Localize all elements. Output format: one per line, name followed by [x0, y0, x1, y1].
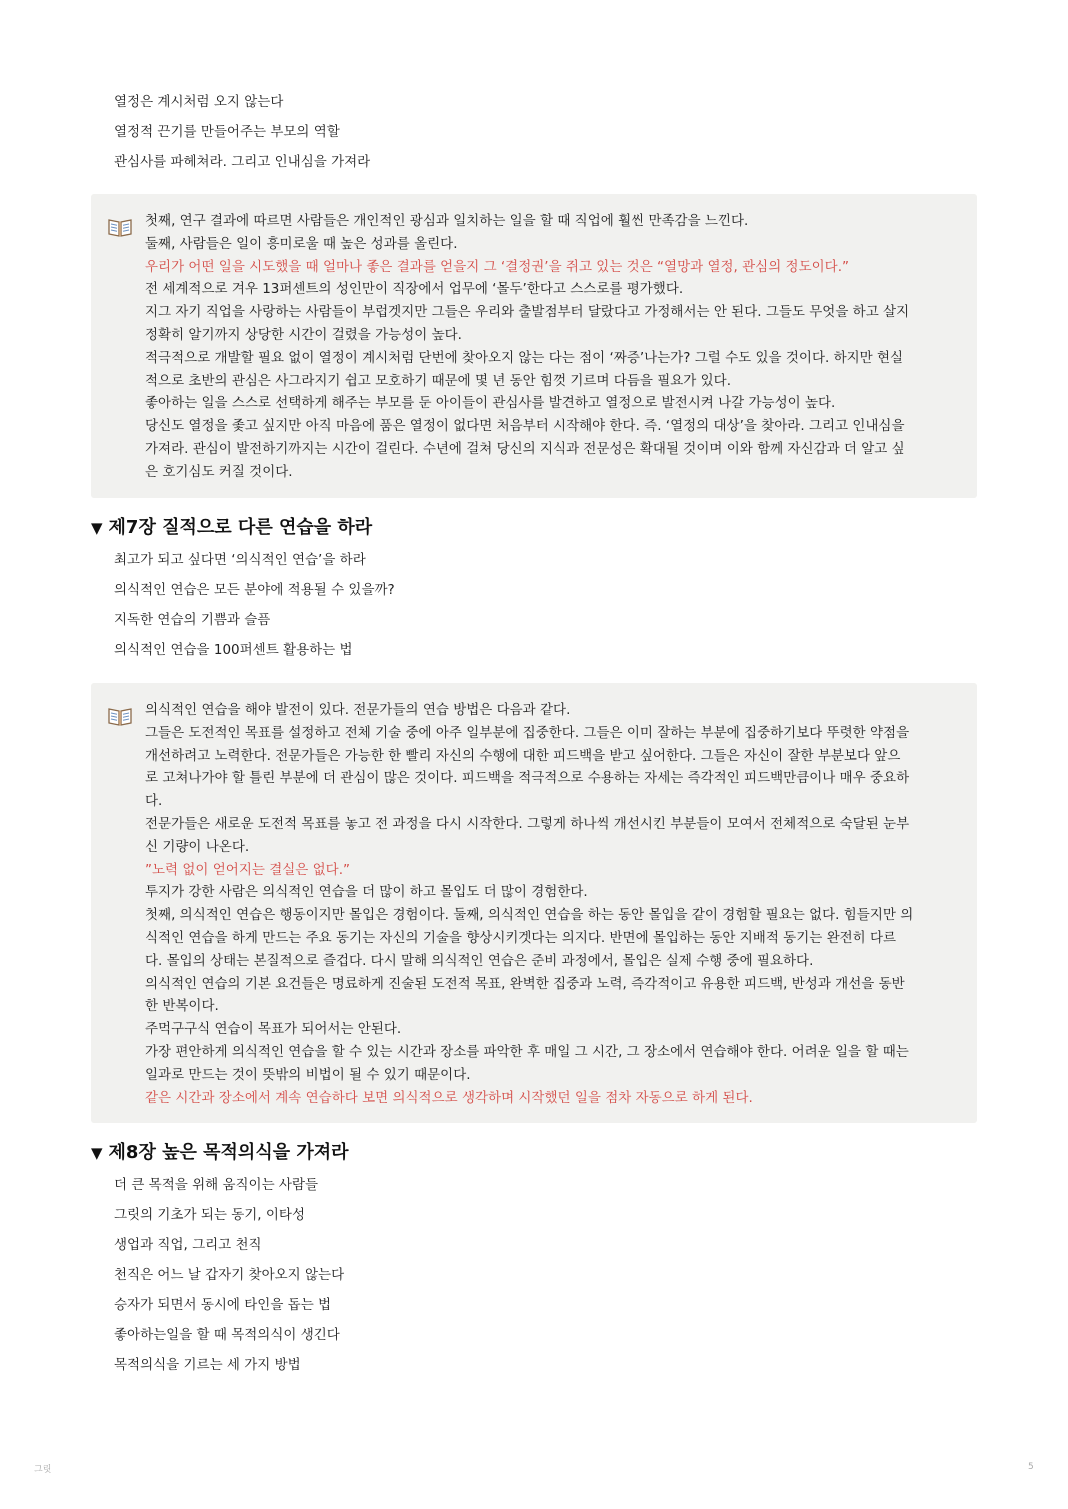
toc-item[interactable]: 관심사를 파헤쳐라. 그리고 인내심을 가져라 [114, 154, 371, 170]
toc-item[interactable]: 의식적인 연습을 100퍼센트 활용하는 법 [114, 642, 353, 658]
callout-1-text [145, 210, 965, 484]
quote-callout-2 [91, 683, 977, 1123]
toc-item[interactable]: 천직은 어느 날 갑자기 찾아오지 않는다 [114, 1267, 345, 1283]
callout-line: 일과로 만드는 것이 뜻밖의 비법이 될 수 있기 때문이다. [145, 1066, 471, 1083]
callout-line: 당신도 열정을 좇고 싶지만 아직 마음에 품은 열정이 없다면 처음부터 시작해야 한다. 즉. ‘열정의 대상’을 찾아라. 그리고 인내심을 [145, 418, 905, 435]
callout-line: 한 반복이다. [145, 998, 219, 1015]
callout-line: 그들은 도전적인 목표를 설정하고 전체 기술 중에 아주 일부분에 집중한다. 그들은 이미 잘하는 부분에 집중하기보다 뚜렷한 약점을 [145, 724, 910, 741]
toc-item[interactable]: 그릿의 기초가 되는 동기, 이타성 [114, 1207, 305, 1223]
callout-2-text [145, 699, 965, 1109]
chapter-8-heading[interactable] [91, 1141, 349, 1165]
callout-line: 다. [145, 793, 163, 810]
callout-line: 정확히 알기까지 상당한 시간이 걸렸을 가능성이 높다. [145, 326, 462, 343]
callout-line: 다. 몰입의 상태는 본질적으로 즐겁다. 다시 말해 의식적인 연습은 준비 과정에서, 몰입은 실제 수행 중에 필요하다. [145, 952, 814, 969]
toc-item[interactable]: 최고가 되고 싶다면 ‘의식적인 연습’을 하라 [114, 552, 366, 568]
open-book-icon [107, 705, 133, 727]
quote-callout-1 [91, 194, 977, 498]
callout-line: 의식적인 연습을 해야 발전이 있다. 전문가들의 연습 방법은 다음과 같다. [145, 702, 571, 718]
callout-line: 적극적으로 개발할 필요 없이 열정이 계시처럼 단번에 찾아오지 않는 다는 점이 ‘짜증’나는가? 그럴 수도 있을 것이다. 하지만 현실 [145, 349, 904, 366]
callout-line: 지그 자기 직업을 사랑하는 사람들이 부럽겟지만 그들은 우리와 출발점부터 달랐다고 가정해서는 안 된다. 그들도 무엇을 하고 살지 [145, 304, 910, 321]
callout-line: 가져라. 관심이 발전하기까지는 시간이 걸린다. 수년에 걸쳐 당신의 지식과 전문성은 확대될 것이며 이와 함께 자신감과 더 알고 싶 [145, 440, 905, 457]
toc-item[interactable]: 의식적인 연습은 모든 분야에 적용될 수 있을까? [114, 582, 395, 598]
callout-line: 첫째, 의식적인 연습은 행동이지만 몰입은 경험이다. 둘째, 의식적인 연습을 하는 동안 몰입을 같이 경험할 필요는 없다. 힘들지만 의 [145, 907, 914, 924]
toc-item[interactable]: 좋아하는일을 할 때 목적의식이 생긴다 [114, 1327, 340, 1343]
callout-line: 적으로 초반의 관심은 사그라지기 쉽고 모호하기 때문에 몇 년 동안 힘껏 기르며 다듬을 필요가 있다. [145, 372, 732, 389]
callout-line: 가장 편안하게 의식적인 연습을 할 수 있는 시간과 장소를 파악한 후 매일 그 시간, 그 장소에서 연습해야 한다. 어려운 일을 할 때는 [145, 1043, 909, 1060]
toc-item[interactable]: 더 큰 목적을 위해 움직이는 사람들 [114, 1177, 319, 1193]
callout-line: 개선하려고 노력한다. 전문가들은 가능한 한 빨리 자신의 수행에 대한 피드백을 받고 싶어한다. 그들은 자신이 잘한 부분보다 앞으 [145, 747, 901, 764]
chapter-7-list [0, 550, 1068, 670]
chapter-7-heading[interactable] [91, 516, 372, 540]
toc-item[interactable]: 열정적 끈기를 만들어주는 부모의 역할 [114, 124, 340, 140]
chapter-8-title: 제8장 높은 목적의식을 가져라 [108, 1142, 349, 1163]
toc-item[interactable]: 열정은 계시처럼 오지 않는다 [114, 94, 284, 110]
chapter-7-title: 제7장 질적으로 다른 연습을 하라 [108, 517, 373, 538]
callout-line: 은 호기심도 커질 것이다. [145, 463, 293, 480]
toc-item[interactable]: 지독한 연습의 기쁨과 슬픔 [114, 612, 271, 628]
callout-line: 전문가들은 새로운 도전적 목표를 놓고 전 과정을 다시 시작한다. 그렇게 하나씩 개선시킨 부분들이 모여서 전체적으로 숙달된 눈부 [145, 815, 910, 832]
toc-item[interactable]: 목적의식을 기르는 세 가지 방법 [114, 1357, 301, 1373]
open-book-icon [107, 216, 133, 238]
page-number: 5 [1028, 1462, 1034, 1472]
callout-line: 신 기량이 나온다. [145, 838, 250, 855]
callout-line: 의식적인 연습의 기본 요건들은 명료하게 진술된 도전적 목표, 완벽한 집중과 노력, 즉각적이고 유용한 피드백, 반성과 개선을 동반 [145, 975, 905, 992]
callout-line: 투지가 강한 사람은 의식적인 연습을 더 많이 하고 몰입도 더 많이 경험한다. [145, 884, 588, 901]
callout-line: 주먹구구식 연습이 목표가 되어서는 안된다. [145, 1021, 402, 1038]
chapter-8-list [0, 1175, 1068, 1385]
footer-title: 그릿 [34, 1465, 52, 1475]
toc-item[interactable]: 생업과 직업, 그리고 천직 [114, 1237, 262, 1253]
callout-highlight-line: 같은 시간과 장소에서 계속 연습하다 보면 의식적으로 생각하며 시작했던 일을 점차 자동으로 하게 된다. [145, 1089, 753, 1106]
section1-list [0, 92, 1068, 182]
callout-line: 첫째, 연구 결과에 따르면 사람들은 개인적인 광심과 일치하는 일을 할 때 직업에 훨씬 만족감을 느낀다. [145, 213, 749, 229]
toggle-triangle-icon[interactable]: ▼ [91, 519, 103, 537]
callout-highlight-line: 우리가 어떤 일을 시도했을 때 얼마나 좋은 결과를 얻을지 그 ‘결정권’을 쥐고 있는 것은 “열망과 열정, 관심의 정도이다.” [145, 258, 849, 275]
callout-line: 로 고쳐나가야 할 틀린 부분에 더 관심이 많은 것이다. 피드백을 적극적으로 수용하는 자세는 즉각적인 피드백만큼이나 매우 중요하 [145, 770, 910, 787]
toggle-triangle-icon[interactable]: ▼ [91, 1144, 103, 1162]
callout-line: 식적인 연습을 하게 만드는 주요 동기는 자신의 기술을 향상시키겟다는 의지다. 반면에 몰입하는 동안 지배적 동기는 완전히 다르 [145, 929, 897, 946]
callout-line: 전 세계적으로 겨우 13퍼센트의 성인만이 직장에서 업무에 ‘몰두’한다고 스스로를 평가했다. [145, 281, 684, 298]
callout-line: 좋아하는 일을 스스로 선택하게 해주는 부모를 둔 아이들이 관심사를 발견하고 열정으로 발전시켜 나갈 가능성이 높다. [145, 395, 836, 412]
callout-line: 둘째, 사람들은 일이 흥미로울 때 높은 성과를 올린다. [145, 235, 458, 252]
toc-item[interactable]: 승자가 되면서 동시에 타인을 돕는 법 [114, 1297, 332, 1313]
callout-highlight-line: ”노력 없이 얻어지는 결실은 없다.” [145, 861, 350, 878]
